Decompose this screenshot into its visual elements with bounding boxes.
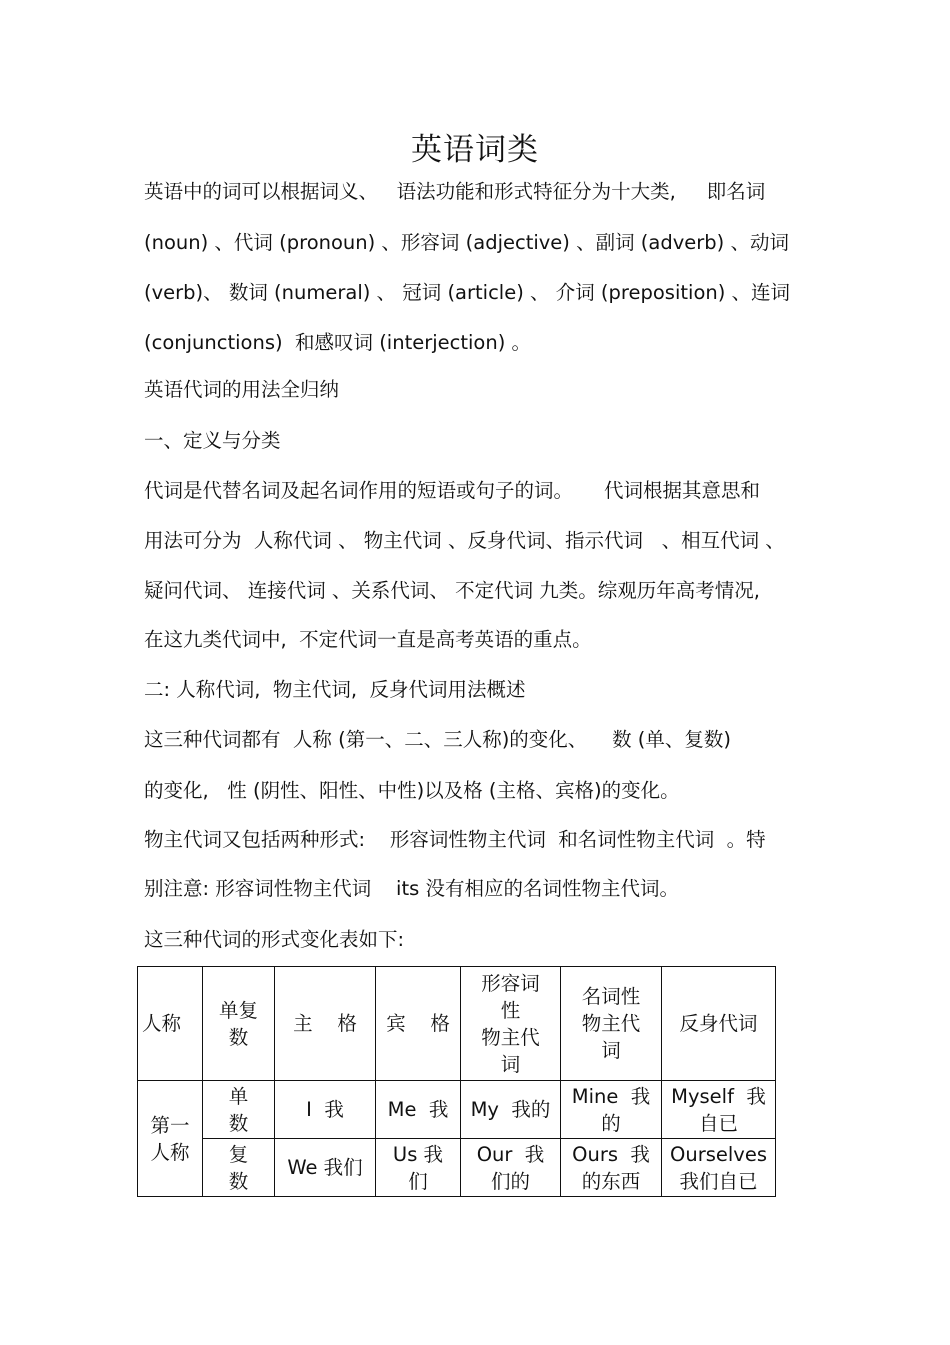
reflexive-cell: Ourselves 我们自已 — [662, 1139, 776, 1197]
table-row — [138, 1139, 776, 1197]
text-line-1: 英语中的词可以根据词义、 语法功能和形式特征分为十大类, 即名词 — [144, 180, 766, 203]
text-line-8: 用法可分为 人称代词 、 物主代词 、反身代词、指示代词 、相互代词 、 — [144, 529, 785, 552]
text-line-7: 代词是代替名词及起名词作用的短语或句子的词。 代词根据其意思和 — [144, 479, 760, 502]
subject-cell: I 我 — [275, 1081, 376, 1139]
text-line-9: 疑问代词、 连接代词 、关系代词、 不定代词 九类。综观历年高考情况, — [144, 579, 760, 602]
reflexive-cell: Myself 我 自已 — [662, 1081, 776, 1139]
header-cell: 主 格 — [275, 967, 376, 1081]
noun-possessive-cell: Ours 我 的东西 — [561, 1139, 662, 1197]
number-cell: 单 数 — [203, 1081, 275, 1139]
header-cell: 单复 数 — [203, 967, 275, 1081]
object-cell: Me 我 — [376, 1081, 461, 1139]
text-line-15: 别注意: 形容词性物主代词 its 没有相应的名词性物主代词。 — [144, 877, 679, 900]
header-cell: 人称 — [138, 967, 203, 1081]
table-header-row — [138, 967, 776, 1081]
group-cell-first-person: 第一 人称 — [138, 1081, 203, 1197]
adjective-possessive-cell: My 我的 — [461, 1081, 561, 1139]
page-title: 英语词类 — [411, 132, 539, 168]
header-cell: 名词性 物主代 词 — [561, 967, 662, 1081]
text-line-3: (verb)、 数词 (numeral) 、 冠词 (article) 、 介词 (preposition) 、连词 — [144, 281, 791, 304]
text-line-14: 物主代词又包括两种形式: 形容词性物主代词 和名词性物主代词 。特 — [144, 828, 766, 851]
section-heading-definition: 一、定义与分类 — [144, 429, 281, 452]
object-cell: Us 我 们 — [376, 1139, 461, 1197]
text-line-13: 的变化, 性 (阴性、阳性、中性)以及格 (主格、宾格)的变化。 — [144, 779, 680, 802]
text-line-4: (conjunctions) 和感叹词 (interjection) 。 — [144, 331, 532, 354]
header-cell: 反身代词 — [662, 967, 776, 1081]
table-row — [138, 1081, 776, 1139]
adjective-possessive-cell: Our 我 们的 — [461, 1139, 561, 1197]
section-heading-pronouns: 英语代词的用法全归纳 — [144, 378, 340, 401]
text-line-10: 在这九类代词中, 不定代词一直是高考英语的重点。 — [144, 628, 592, 651]
header-cell: 形容词 性 物主代 词 — [461, 967, 561, 1081]
number-cell: 复 数 — [203, 1139, 275, 1197]
header-cell: 宾 格 — [376, 967, 461, 1081]
noun-possessive-cell: Mine 我 的 — [561, 1081, 662, 1139]
text-line-16: 这三种代词的形式变化表如下: — [144, 928, 405, 951]
subject-cell: We 我们 — [275, 1139, 376, 1197]
pronoun-forms-table — [137, 966, 776, 1197]
text-line-12: 这三种代词都有 人称 (第一、二、三人称)的变化、 数 (单、复数) — [144, 728, 732, 751]
section-heading-overview: 二: 人称代词, 物主代词, 反身代词用法概述 — [144, 678, 526, 701]
text-line-2: (noun) 、代词 (pronoun) 、形容词 (adjective) 、副词 (adverb) 、动词 — [144, 231, 789, 254]
